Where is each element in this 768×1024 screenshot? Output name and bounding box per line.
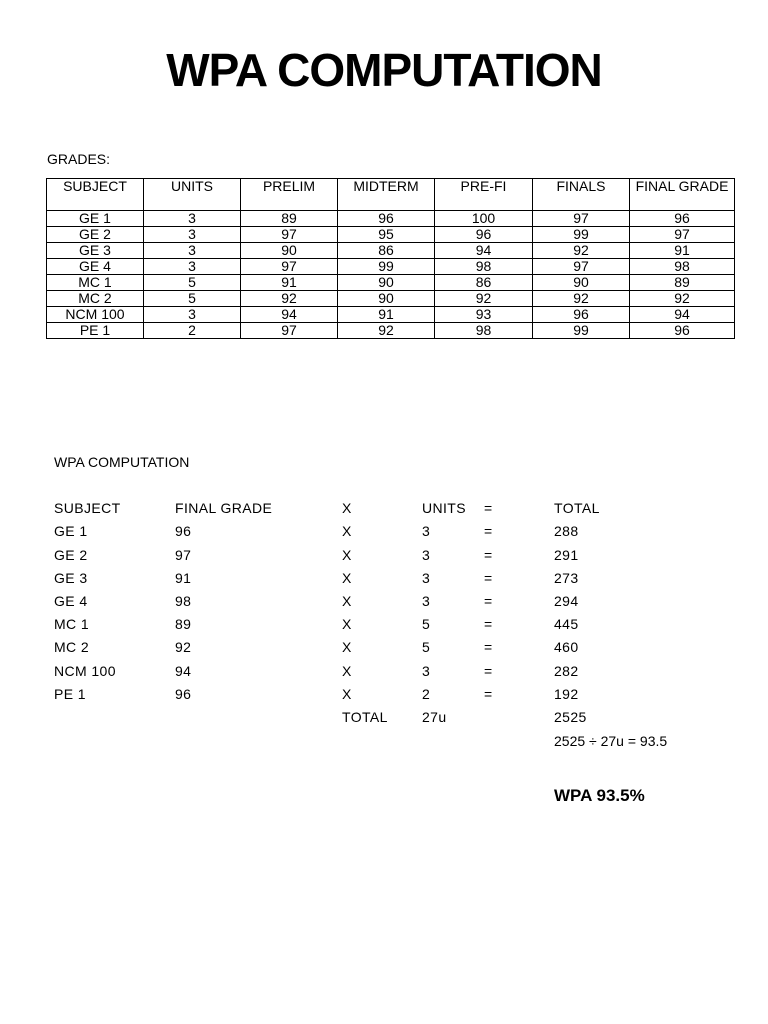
cell-pre-fi: 96 <box>435 227 533 243</box>
calc-x: X <box>342 523 352 539</box>
calc-subject: NCM 100 <box>54 663 116 679</box>
cell-subject: GE 1 <box>47 211 144 227</box>
calc-header-subject: SUBJECT <box>54 500 121 516</box>
calc-subject: MC 1 <box>54 616 90 632</box>
calc-total: 282 <box>554 663 579 679</box>
cell-final-grade: 89 <box>630 275 735 291</box>
calc-units: 3 <box>422 570 431 586</box>
calc-total: 192 <box>554 686 579 702</box>
header-final-grade: FINAL GRADE <box>630 179 735 211</box>
calc-eq: = <box>484 547 493 563</box>
calc-units: 5 <box>422 639 431 655</box>
page-title: WPA COMPUTATION <box>166 44 602 96</box>
calc-total: 445 <box>554 616 579 632</box>
cell-pre-fi: 86 <box>435 275 533 291</box>
calc-eq: = <box>484 616 493 632</box>
division-line: 2525 ÷ 27u = 93.5 <box>554 733 668 749</box>
cell-midterm: 96 <box>338 211 435 227</box>
cell-prelim: 90 <box>241 243 338 259</box>
calc-subject: GE 1 <box>54 523 88 539</box>
wpa-heading: WPA COMPUTATION <box>54 454 190 470</box>
cell-midterm: 90 <box>338 291 435 307</box>
calc-units: 3 <box>422 663 431 679</box>
cell-units: 3 <box>144 227 241 243</box>
calc-x: X <box>342 639 352 655</box>
calc-units: 3 <box>422 523 431 539</box>
header-prelim: PRELIM <box>241 179 338 211</box>
calc-grade: 96 <box>175 523 192 539</box>
calc-eq: = <box>484 593 493 609</box>
cell-finals: 92 <box>533 243 630 259</box>
cell-finals: 92 <box>533 291 630 307</box>
cell-finals: 99 <box>533 227 630 243</box>
header-pre-fi: PRE-FI <box>435 179 533 211</box>
cell-pre-fi: 94 <box>435 243 533 259</box>
header-midterm: MIDTERM <box>338 179 435 211</box>
cell-subject: GE 3 <box>47 243 144 259</box>
cell-prelim: 94 <box>241 307 338 323</box>
cell-subject: GE 4 <box>47 259 144 275</box>
calc-eq: = <box>484 523 493 539</box>
cell-prelim: 89 <box>241 211 338 227</box>
cell-units: 3 <box>144 259 241 275</box>
cell-finals: 97 <box>533 259 630 275</box>
calc-header-final-grade: FINAL GRADE <box>175 500 273 516</box>
cell-finals: 99 <box>533 323 630 339</box>
calc-units: 5 <box>422 616 431 632</box>
cell-final-grade: 92 <box>630 291 735 307</box>
cell-subject: MC 1 <box>47 275 144 291</box>
cell-prelim: 92 <box>241 291 338 307</box>
cell-finals: 97 <box>533 211 630 227</box>
cell-final-grade: 97 <box>630 227 735 243</box>
cell-midterm: 91 <box>338 307 435 323</box>
cell-prelim: 97 <box>241 227 338 243</box>
calc-header-x: X <box>342 500 352 516</box>
calc-x: X <box>342 686 352 702</box>
cell-units: 3 <box>144 307 241 323</box>
calc-grade: 96 <box>175 686 192 702</box>
calc-eq: = <box>484 570 493 586</box>
calc-units: 3 <box>422 547 431 563</box>
calc-total-sum: 2525 <box>554 709 587 725</box>
calc-subject: GE 4 <box>54 593 88 609</box>
calc-x: X <box>342 616 352 632</box>
cell-final-grade: 94 <box>630 307 735 323</box>
cell-prelim: 91 <box>241 275 338 291</box>
calc-total-label: TOTAL <box>342 709 388 725</box>
cell-units: 3 <box>144 211 241 227</box>
header-subject: SUBJECT <box>47 179 144 211</box>
calc-subject: PE 1 <box>54 686 86 702</box>
calc-units: 2 <box>422 686 431 702</box>
header-units: UNITS <box>144 179 241 211</box>
cell-subject: MC 2 <box>47 291 144 307</box>
cell-pre-fi: 98 <box>435 259 533 275</box>
calc-eq: = <box>484 686 493 702</box>
cell-subject: PE 1 <box>47 323 144 339</box>
header-finals: FINALS <box>533 179 630 211</box>
calc-grade: 91 <box>175 570 192 586</box>
cell-subject: NCM 100 <box>47 307 144 323</box>
calc-x: X <box>342 663 352 679</box>
calc-total: 460 <box>554 639 579 655</box>
cell-midterm: 90 <box>338 275 435 291</box>
calc-total: 294 <box>554 593 579 609</box>
calc-total: 291 <box>554 547 579 563</box>
cell-final-grade: 96 <box>630 211 735 227</box>
cell-pre-fi: 98 <box>435 323 533 339</box>
cell-final-grade: 98 <box>630 259 735 275</box>
grades-label: GRADES: <box>47 151 111 167</box>
calc-eq: = <box>484 663 493 679</box>
cell-prelim: 97 <box>241 323 338 339</box>
calc-header-eq: = <box>484 500 493 516</box>
calc-x: X <box>342 547 352 563</box>
calc-units: 3 <box>422 593 431 609</box>
cell-units: 3 <box>144 243 241 259</box>
calc-header-total: TOTAL <box>554 500 600 516</box>
calc-total-units: 27u <box>422 709 447 725</box>
calc-grade: 98 <box>175 593 192 609</box>
cell-midterm: 92 <box>338 323 435 339</box>
cell-prelim: 97 <box>241 259 338 275</box>
cell-finals: 96 <box>533 307 630 323</box>
calc-total: 288 <box>554 523 579 539</box>
cell-final-grade: 91 <box>630 243 735 259</box>
cell-units: 2 <box>144 323 241 339</box>
cell-pre-fi: 100 <box>435 211 533 227</box>
calc-subject: MC 2 <box>54 639 90 655</box>
cell-finals: 90 <box>533 275 630 291</box>
cell-pre-fi: 93 <box>435 307 533 323</box>
cell-final-grade: 96 <box>630 323 735 339</box>
cell-midterm: 99 <box>338 259 435 275</box>
calc-grade: 97 <box>175 547 192 563</box>
calc-subject: GE 2 <box>54 547 88 563</box>
calc-x: X <box>342 593 352 609</box>
calc-header-units: UNITS <box>422 500 466 516</box>
calc-x: X <box>342 570 352 586</box>
calc-grade: 89 <box>175 616 192 632</box>
cell-midterm: 95 <box>338 227 435 243</box>
calc-total: 273 <box>554 570 579 586</box>
cell-units: 5 <box>144 291 241 307</box>
cell-subject: GE 2 <box>47 227 144 243</box>
cell-midterm: 86 <box>338 243 435 259</box>
calc-subject: GE 3 <box>54 570 88 586</box>
cell-units: 5 <box>144 275 241 291</box>
calc-eq: = <box>484 639 493 655</box>
wpa-result: WPA 93.5% <box>554 786 645 805</box>
calc-grade: 94 <box>175 663 192 679</box>
calc-grade: 92 <box>175 639 192 655</box>
cell-pre-fi: 92 <box>435 291 533 307</box>
